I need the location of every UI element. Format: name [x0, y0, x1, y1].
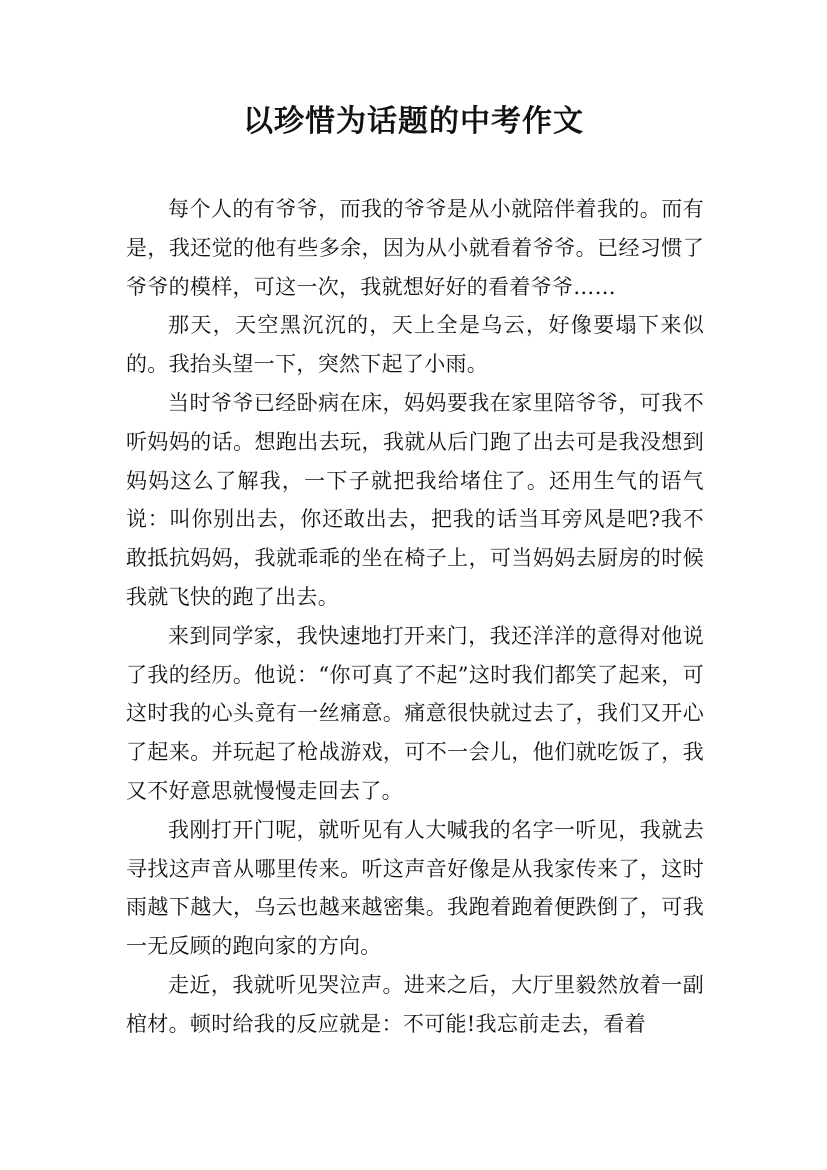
- paragraph: 我刚打开门呢，就听见有人大喊我的名字一听见，我就去寻找这声音从哪里传来。听这声音好像是从我家传来了，这时雨越下越大，乌云也越来越密集。我跑着跑着便跌倒了，可我一无反顾的跑向家的方向。: [126, 817, 704, 959]
- document-title: 以珍惜为话题的中考作文: [243, 104, 584, 139]
- paragraph: 那天，天空黑沉沉的，天上全是乌云，好像要塌下来似的。我抬头望一下，突然下起了小雨。: [126, 313, 704, 377]
- document-body: [126, 190, 704, 1044]
- paragraph: 当时爷爷已经卧病在床，妈妈要我在家里陪爷爷，可我不听妈妈的话。想跑出去玩，我就从后门跑了出去可是我没想到妈妈这么了解我，一下子就把我给堵住了。还用生气的语气说：叫你别出去，你还敢出去，把我的话当耳旁风是吧?我不敢抵抗妈妈，我就乖乖的坐在椅子上，可当妈妈去厨房的时候我就飞快的跑了出去。: [126, 390, 704, 609]
- paragraph: 来到同学家，我快速地打开来门，我还洋洋的意得对他说了我的经历。他说：“你可真了不起”这时我们都笑了起来，可这时我的心头竟有一丝痛意。痛意很快就过去了，我们又开心了起来。并玩起了枪战游戏，可不一会儿，他们就吃饭了，我又不好意思就慢慢走回去了。: [126, 623, 704, 803]
- paragraph: 走近，我就听见哭泣声。进来之后，大厅里毅然放着一副棺材。顿时给我的反应就是：不可能!我忘前走去，看着: [126, 972, 704, 1036]
- paragraph: 每个人的有爷爷，而我的爷爷是从小就陪伴着我的。而有是，我还觉的他有些多余，因为从小就看着爷爷。已经习惯了爷爷的模样，可这一次，我就想好好的看着爷爷……: [126, 197, 704, 299]
